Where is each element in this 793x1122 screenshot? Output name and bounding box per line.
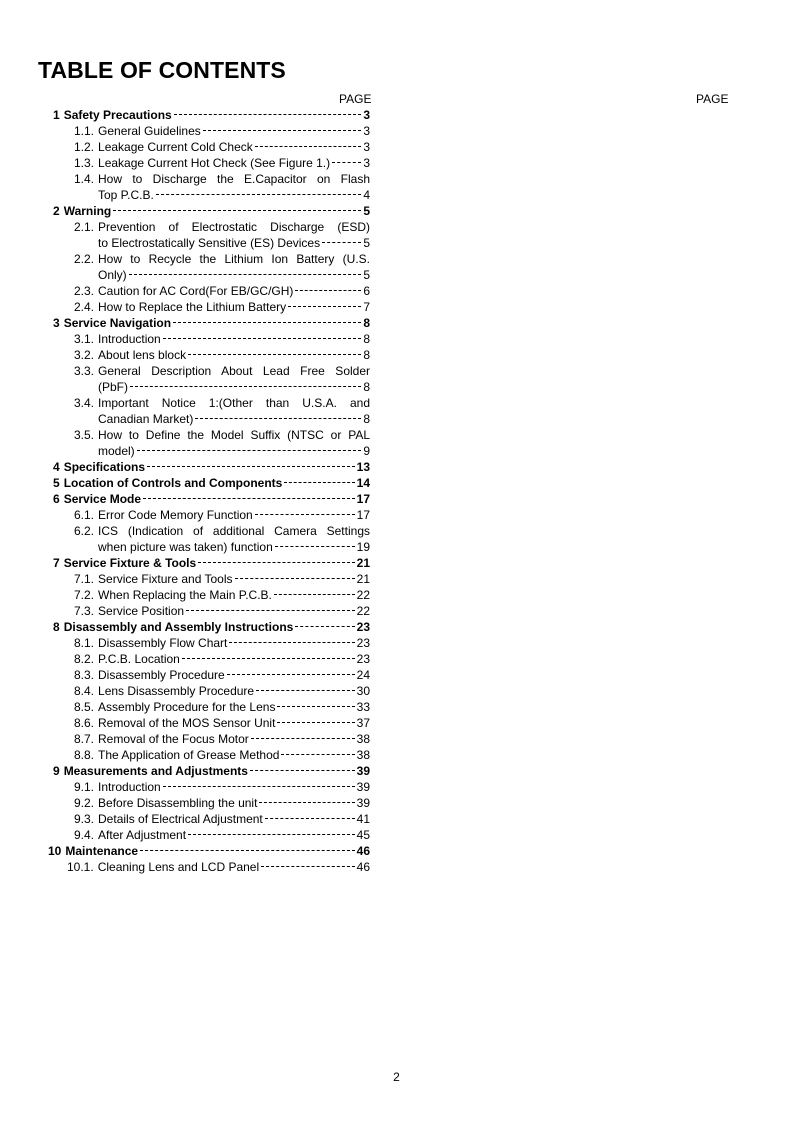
toc-entry-page: 39 [356,796,370,810]
toc-entry-number: 9.1. [74,780,95,794]
toc-entry-page: 3 [363,108,370,122]
toc-entry-title: P.C.B. Location [98,652,180,666]
toc-entry-page: 9 [363,444,370,458]
toc-entry-title: General Description About Lead Free Solder [98,364,370,378]
toc-section-entry [53,203,370,219]
toc-entry [74,747,370,763]
toc-entry [98,267,370,283]
toc-entry-page: 23 [356,652,370,666]
toc-entry-number: 2 [53,204,60,218]
dot-leader [265,818,355,819]
toc-entry-number: 7.2. [74,588,95,602]
toc-entry [74,603,370,619]
toc-entry-page: 8 [363,348,370,362]
dot-leader [295,626,354,627]
toc-entry-title: model) [98,444,135,458]
dot-leader [332,162,361,163]
toc-entry-page: 5 [363,268,370,282]
toc-entry-page: 39 [356,764,370,778]
toc-entry [74,699,370,715]
toc-entry-title: Service Navigation [63,316,172,330]
toc-entry-number: 8.8. [74,748,95,762]
toc-entry-number: 8.4. [74,684,95,698]
toc-entry [67,859,370,875]
dot-leader [259,802,354,803]
toc-entry-page: 3 [363,124,370,138]
toc-entry-number: 2.4. [74,300,95,314]
toc-entry [74,171,370,187]
toc-entry-number: 7 [53,556,60,570]
toc-entry-number: 3.3. [74,364,95,378]
dot-leader [182,658,355,659]
toc-entry-title: Top P.C.B. [98,188,154,202]
toc-entry-title: The Application of Grease Method [98,748,280,762]
toc-entry-title: Specifications [63,460,146,474]
dot-leader [163,786,355,787]
toc-entry [74,811,370,827]
dot-leader [251,738,355,739]
toc-entry-title: Important Notice 1:(Other than U.S.A. and [98,396,370,410]
page-column-header-right: PAGE [696,92,729,106]
toc-entry [74,123,370,139]
toc-entry [74,667,370,683]
dot-leader [195,418,361,419]
toc-entry [74,347,370,363]
toc-entry-title: Measurements and Adjustments [63,764,248,778]
toc-entry-title: Introduction [98,780,161,794]
toc-entry-page: 46 [356,860,370,874]
toc-entry-title: Error Code Memory Function [98,508,253,522]
dot-leader [235,578,355,579]
toc-entry-number: 6 [53,492,60,506]
toc-entry-title: Removal of the MOS Sensor Unit [98,716,276,730]
toc-entry-page: 33 [356,700,370,714]
toc-entry-title: when picture was taken) function [98,540,273,554]
dot-leader [113,210,361,211]
toc-entry [98,443,370,459]
toc-entry-title: Introduction [98,332,161,346]
toc-entry-title: Canadian Market) [98,412,194,426]
toc-entry-number: 8.2. [74,652,95,666]
toc-entry [74,251,370,267]
toc-entry-page: 7 [363,300,370,314]
dot-leader [227,674,355,675]
toc-entry-title: to Electrostatically Sensitive (ES) Devices [98,236,321,250]
toc-entry [74,363,370,379]
toc-entry-title: Warning [63,204,112,218]
toc-entry [74,427,370,443]
toc-entry-title: Before Disassembling the unit [98,796,258,810]
toc-entry-number: 9.4. [74,828,95,842]
toc-entry-page: 3 [363,140,370,154]
toc-entry [74,299,370,315]
toc-entry-page: 21 [356,572,370,586]
toc-entry-title: Disassembly Flow Chart [98,636,228,650]
toc-section-entry [53,315,370,331]
toc-entry-title: Lens Disassembly Procedure [98,684,255,698]
dot-leader [156,194,362,195]
toc-entry-page: 8 [363,380,370,394]
toc-entry-number: 10.1. [67,860,94,874]
page-column-header-left: PAGE [339,92,372,106]
toc-entry [74,683,370,699]
toc-entry [74,715,370,731]
toc-entry-page: 22 [356,604,370,618]
toc-entry [74,139,370,155]
toc-entry-title: Caution for AC Cord(For EB/GC/GH) [98,284,294,298]
toc-entry-title: ICS (Indication of additional Camera Settings [98,524,370,538]
toc-entry-page: 21 [356,556,370,570]
toc-entry-page: 17 [356,492,370,506]
toc-entry-page: 23 [356,620,370,634]
dot-leader [140,850,355,851]
toc-entry-number: 3 [53,316,60,330]
toc-entry-title: Cleaning Lens and LCD Panel [97,860,260,874]
toc-entry-number: 1.1. [74,124,95,138]
toc-entry-title: When Replacing the Main P.C.B. [98,588,272,602]
toc-entry-number: 6.1. [74,508,95,522]
toc-entry-page: 3 [363,156,370,170]
toc-entry-number: 8.6. [74,716,95,730]
toc-entry-number: 3.1. [74,332,95,346]
toc-entry-page: 4 [363,188,370,202]
toc-entry-page: 17 [356,508,370,522]
toc-entry [74,283,370,299]
toc-entry [98,379,370,395]
dot-leader [186,610,355,611]
dot-leader [147,466,355,467]
dot-leader [274,594,355,595]
toc-entry [74,587,370,603]
dot-leader [322,242,361,243]
toc-entry-title: Safety Precautions [63,108,172,122]
toc-entry-page: 8 [363,332,370,346]
toc-entry [74,219,370,235]
toc-entry [74,395,370,411]
toc-entry-title: General Guidelines [98,124,201,138]
toc-entry-title: Location of Controls and Components [63,476,283,490]
toc-entry [74,731,370,747]
dot-leader [188,354,361,355]
toc-entry [74,155,370,171]
toc-entry-page: 39 [356,780,370,794]
toc-entry-number: 3.5. [74,428,95,442]
dot-leader [129,274,362,275]
toc-entry [74,635,370,651]
dot-leader [284,482,354,483]
toc-section-entry [53,459,370,475]
toc-section-entry [53,763,370,779]
toc-entry-number: 4 [53,460,60,474]
toc-entry-page: 38 [356,732,370,746]
toc-entry-number: 1.2. [74,140,95,154]
toc-entry-page: 41 [356,812,370,826]
dot-leader [163,338,362,339]
toc-entry-title: Assembly Procedure for the Lens [98,700,276,714]
toc-entry-number: 6.2. [74,524,95,538]
dot-leader [255,146,362,147]
dot-leader [277,706,354,707]
toc-entry-title: How to Define the Model Suffix (NTSC or PAL [98,428,370,442]
toc-entry-number: 9 [53,764,60,778]
toc-entry-title: Removal of the Focus Motor [98,732,249,746]
dot-leader [275,546,355,547]
toc-entry-number: 7.1. [74,572,95,586]
toc-entry [98,539,370,555]
toc-entry [74,795,370,811]
toc-entry [74,507,370,523]
toc-entry-page: 22 [356,588,370,602]
toc-entry-page: 19 [356,540,370,554]
toc-entry-title: How to Recycle the Lithium Ion Battery (U.S. [98,252,370,266]
toc-entry-title: Service Position [98,604,185,618]
toc-entry-page: 5 [363,236,370,250]
toc-section-entry [53,491,370,507]
dot-leader [229,642,354,643]
toc-entry [74,779,370,795]
toc-entry-number: 8.3. [74,668,95,682]
toc-entry-title: How to Replace the Lithium Battery [98,300,287,314]
toc-section-entry [48,843,370,859]
toc-entry [98,411,370,427]
toc-section-entry [53,107,370,123]
dot-leader [143,498,355,499]
toc-entry-title: Disassembly Procedure [98,668,225,682]
toc-entry-number: 3.4. [74,396,95,410]
toc-entry-number: 8.1. [74,636,95,650]
toc-entry-title: About lens block [98,348,187,362]
toc-entry-title: Maintenance [65,844,139,858]
toc-entry-page: 14 [356,476,370,490]
toc-entry [98,235,370,251]
dot-leader [250,770,355,771]
toc-entry-number: 3.2. [74,348,95,362]
toc-entry-number: 8.5. [74,700,95,714]
dot-leader [288,306,361,307]
toc-entry-number: 1.4. [74,172,95,186]
toc-entry-number: 10 [48,844,62,858]
toc-entry-title: (PbF) [98,380,128,394]
toc-entry-number: 1 [53,108,60,122]
toc-entry [74,331,370,347]
page-title: TABLE OF CONTENTS [38,57,286,83]
toc-entry-page: 8 [363,412,370,426]
toc-entry-title: How to Discharge the E.Capacitor on Flash [98,172,370,186]
toc-entry-title: After Adjustment [98,828,187,842]
dot-leader [173,322,361,323]
toc-entry-number: 7.3. [74,604,95,618]
toc-entry-page: 5 [363,204,370,218]
dot-leader [130,386,361,387]
toc-entry-page: 37 [356,716,370,730]
toc-entry-title: Service Mode [63,492,142,506]
toc-entry-title: Leakage Current Cold Check [98,140,253,154]
toc-entry-page: 24 [356,668,370,682]
toc-section-entry [53,619,370,635]
toc-entry-title: Disassembly and Assembly Instructions [63,620,294,634]
toc-entry-page: 38 [356,748,370,762]
dot-leader [188,834,355,835]
toc-entry [74,571,370,587]
toc-entry-number: 8.7. [74,732,95,746]
toc-entry-title: Only) [98,268,127,282]
dot-leader [295,290,361,291]
toc-entry-number: 5 [53,476,60,490]
toc-entry-title: Leakage Current Hot Check (See Figure 1.) [98,156,331,170]
toc-entry-page: 23 [356,636,370,650]
dot-leader [137,450,362,451]
toc-entry-title: Service Fixture and Tools [98,572,233,586]
toc-entry-title: Prevention of Electrostatic Discharge (ESD) [98,220,370,234]
dot-leader [174,114,362,115]
toc-entry-number: 2.2. [74,252,95,266]
toc-entry [74,523,370,539]
toc-entry-page: 45 [356,828,370,842]
toc-entry-number: 9.3. [74,812,95,826]
dot-leader [261,866,354,867]
toc-entry-page: 13 [356,460,370,474]
toc-entry-page: 6 [363,284,370,298]
toc-entry [98,187,370,203]
toc-entry-number: 2.3. [74,284,95,298]
toc-section-entry [53,555,370,571]
dot-leader [203,130,362,131]
toc-entry-number: 8 [53,620,60,634]
toc-entry-page: 30 [356,684,370,698]
toc-entry-page: 46 [356,844,370,858]
page-number: 2 [393,1070,400,1084]
toc-entry-number: 2.1. [74,220,95,234]
dot-leader [256,690,355,691]
toc-entry [74,827,370,843]
toc-entry-number: 9.2. [74,796,95,810]
dot-leader [281,754,354,755]
dot-leader [198,562,354,563]
toc-entry-number: 1.3. [74,156,95,170]
toc-entry-title: Details of Electrical Adjustment [98,812,263,826]
toc-entry-page: 8 [363,316,370,330]
dot-leader [255,514,355,515]
toc-section-entry [53,475,370,491]
toc-entry [74,651,370,667]
toc-entry-title: Service Fixture & Tools [63,556,197,570]
dot-leader [277,722,354,723]
